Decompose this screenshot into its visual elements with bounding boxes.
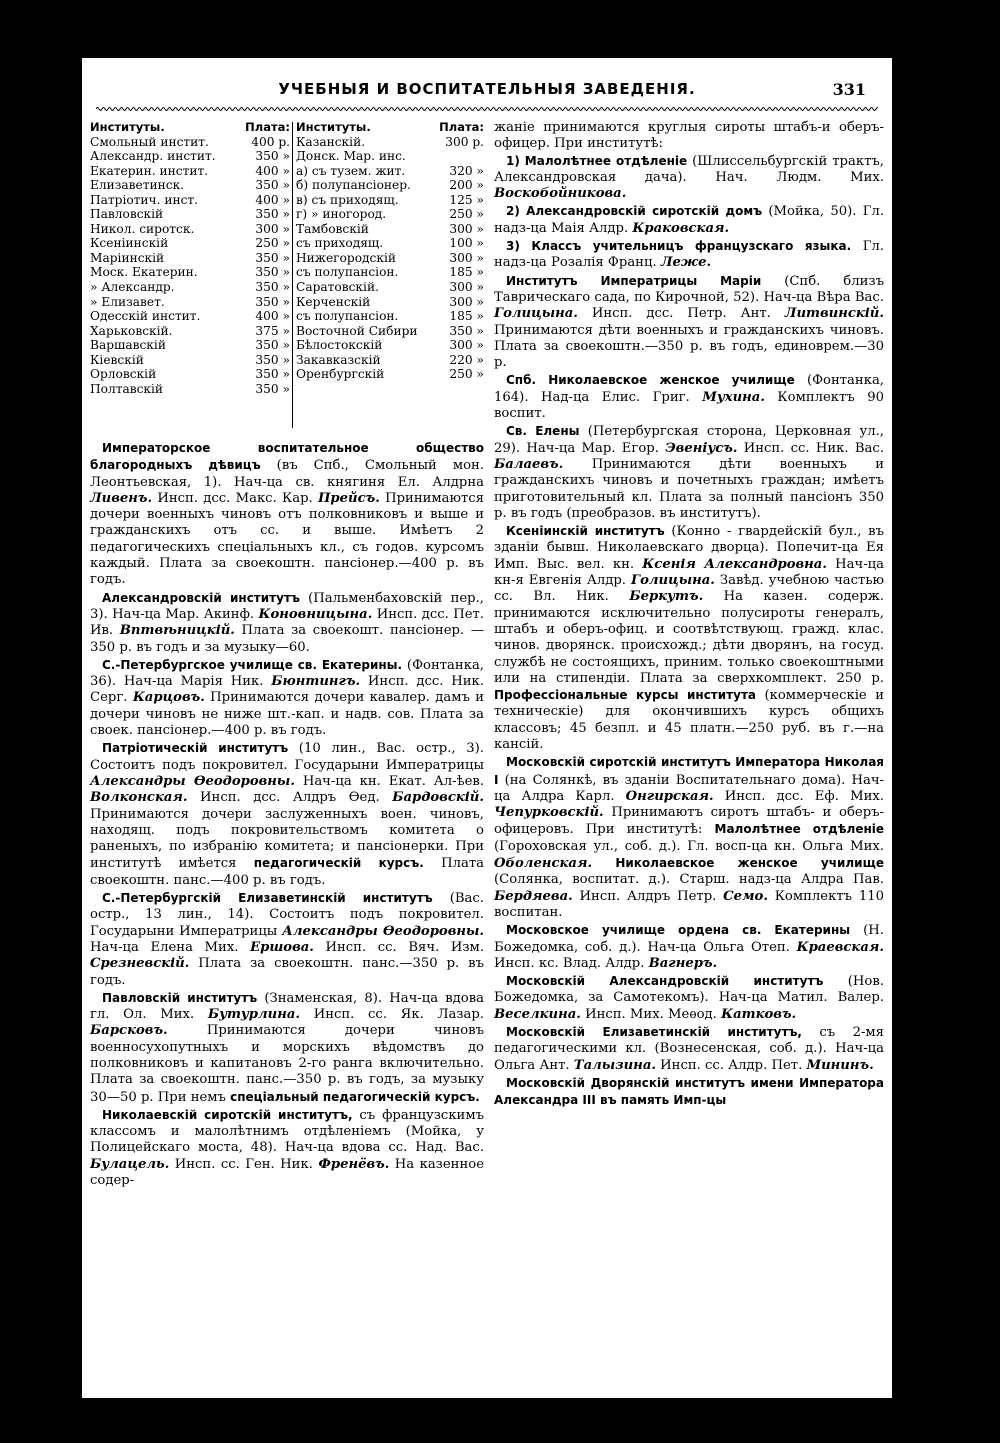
entry-moscow-orphan: Московскій сиротскій институтъ Императора Николая I (на Солянкѣ, въ зданіи Воспитательнаго дома). Нач-ца Алдра Карл. Онгирская. Инсп. дсс. Еф. Мих. Чепурковскій. Принимаютъ сиротъ штабъ- и оберъ-офицеровъ. При институтѣ: Малолѣтнее отдѣленіе (Гороховская ул., соб. д.). Гл. восп-ца кн. Ольга Мих. Оболенская. Николаевское женское училище (Солянка, воспитат. д.). Старш. надз-ца Алдра Пав. Бердяева. Инсп. Алдръ Петр. Семо. Комплектъ 110 воспитан. — [494, 755, 884, 920]
institute-fee: 350 » — [255, 250, 290, 265]
table-header-name: Институты. — [90, 120, 165, 134]
column-left — [90, 120, 484, 1190]
table-row — [90, 295, 290, 310]
institute-name: Варшавскій — [90, 338, 166, 353]
institute-fee: 350 » — [255, 149, 290, 164]
page-number: 331 — [832, 80, 866, 99]
table-header — [296, 120, 484, 135]
table-row — [296, 135, 484, 150]
institute-fee: 185 » — [449, 265, 484, 280]
entry-continuation: жаніе принимаются круглыя сироты штабъ-и оберъ-офицер. При институтѣ: — [494, 120, 884, 152]
page — [82, 58, 892, 1398]
institute-name: Керченскій — [296, 294, 371, 309]
entry-xenia: Ксеніинскій институтъ (Конно - гвардейскій бул., въ зданіи бывш. Николаевскаго дворца). Попечит-ца Ея Имп. Выс. вел. кн. Ксенія Александровна. Нач-ца кн-я Евгенія Алдр. Голицына. Завѣд. учебною частью сс. Вл. Ник. Беркутъ. На казен. содерж. принимаются исключительно полусироты генералъ, штабъ и оберъ-офиц. и соотвѣтствующ. гражд. клас. чинов. дворянск. происхожд.; дѣти дворянъ, на госуд. службѣ не состоящихъ, приним. только своекоштными или на стипендіи. Плата за сверхкомплект. 250 р. Профессіональные курсы института (коммерческіе и техническіе) для окончившихъ курсъ общихъ классовъ; 45 безпл. и 45 платн.—250 руб. въ г.—на кансій. — [494, 524, 885, 752]
institute-name: съ приходящ. — [296, 236, 384, 251]
institute-name: Бѣлостокскій — [296, 338, 383, 353]
page-title: УЧЕБНЫЯ И ВОСПИТАТЕЛЬНЫЯ ЗАВЕДЕНІЯ. — [278, 80, 696, 98]
institute-name: а) съ тузем. жит. — [296, 163, 406, 178]
institute-name: Тамбовскій — [296, 221, 369, 236]
entry-alexandrovsky-orphan-house: 2) Александровскій сиротскій домъ (Мойка, 50). Гл. надз-ца Маія Алдр. Краковская. — [494, 204, 884, 236]
table-row — [296, 251, 484, 266]
institute-fee: 320 » — [449, 163, 484, 178]
institute-fee: 350 » — [255, 294, 290, 309]
table-row — [296, 353, 484, 368]
institute-fee: 220 » — [449, 352, 484, 367]
entry-st-catherine: С.-Петербургское училище св. Екатерины. (Фонтанка, 36). Нач-ца Марія Ник. Бюнтингъ. Инсп. дсс. Ник. Серг. Карцовъ. Принимаются дочери кавалер. дамъ и дочери чиновъ не ниже шт.-кап. и надв. сов. Плата за своек. пансіонер.—400 р. въ годъ. — [90, 657, 484, 739]
institute-fee: 300 » — [449, 221, 484, 236]
table-row — [90, 324, 290, 339]
table-divider — [292, 122, 293, 428]
page-header — [82, 80, 892, 106]
institute-name: Екатерин. инстит. — [90, 163, 209, 178]
table-row — [90, 367, 290, 382]
institute-name: Донск. Мар. инс. — [296, 149, 406, 164]
institute-name: Патріотич. инст. — [90, 192, 199, 207]
entry-moscow-elizabethan: Московскій Елизаветинскій институтъ, съ 2-мя педагогическими кл. (Вознесенская, соб. д.). Нач-ца Ольга Ант. Талызина. Инсп. сс. Алдр. Пет. Мининъ. — [494, 1025, 884, 1073]
institute-name: съ полупансіон. — [296, 309, 399, 324]
institute-name: Елизаветинск. — [90, 178, 185, 193]
table-row — [90, 338, 290, 353]
institute-name: съ полупансіон. — [296, 265, 399, 280]
institute-fee: 300 » — [449, 338, 484, 353]
table-row — [90, 251, 290, 266]
entry-moscow-alexandrovsky: Московскій Александровскій институтъ (Нов. Божедомка, за Самотекомъ). Нач-ца Матил. Валер. Веселкина. Инсп. Мих. Меѳод. Катковъ. — [494, 974, 884, 1022]
table-row — [90, 265, 290, 280]
table-row — [90, 207, 290, 222]
table-row — [296, 280, 484, 295]
institute-name: в) съ приходящ. — [296, 192, 399, 207]
institute-fee: 350 » — [255, 280, 290, 295]
table-row — [296, 295, 484, 310]
institute-name: Моск. Екатерин. — [90, 265, 198, 280]
table-row — [296, 193, 484, 208]
institute-fee: 375 » — [255, 323, 290, 338]
institute-fee: 400 » — [255, 192, 290, 207]
institute-fee: 350 » — [449, 323, 484, 338]
table-row — [90, 135, 290, 150]
institute-name: Казанскій. — [296, 134, 366, 149]
table-row — [90, 164, 290, 179]
institute-name: Александр. инстит. — [90, 149, 216, 164]
institute-fee: 350 » — [255, 352, 290, 367]
fee-table-right — [296, 120, 484, 382]
table-row — [296, 367, 484, 382]
institute-name: Закавказскій — [296, 352, 381, 367]
institute-fee: 300 » — [449, 250, 484, 265]
table-header-fee: Плата: — [245, 120, 290, 134]
institute-name: » Елизавет. — [90, 294, 165, 309]
table-row — [90, 149, 290, 164]
entry-alexandrovsky: Александровскій институтъ (Пальменбаховскій пер., 3). Нач-ца Мар. Акинф. Коновницына. Инсп. дсс. Пет. Ив. Вптвѣницкій. Плата за своекошт. пансіонер. — 350 р. въ годъ и за музыку—60. — [90, 590, 485, 655]
institute-name: Маріинскій — [90, 250, 165, 265]
institute-name: » Александр. — [90, 280, 175, 295]
institute-fee: 250 » — [449, 367, 484, 382]
institute-name: Нижегородскій — [296, 250, 397, 265]
fee-tables — [90, 120, 484, 440]
entry-elizabethan: С.-Петербургскій Елизаветинскій институтъ (Вас. остр., 13 лин., 14). Состоитъ подъ покровител. Государыни Императрицы Александры Ѳеодоровны. Нач-ца Елена Мих. Ершова. Инсп. сс. Вяч. Изм. Срезневскій. Плата за своекоштн. панс.—350 р. въ годъ. — [90, 891, 485, 988]
table-row — [296, 324, 484, 339]
table-row — [296, 338, 484, 353]
institute-name: Саратовскій. — [296, 280, 379, 295]
institute-fee: 350 » — [255, 178, 290, 193]
institute-fee: 125 » — [449, 192, 484, 207]
institute-name: Оренбургскій — [296, 367, 385, 382]
fee-table-left — [90, 120, 290, 396]
institute-name: Восточной Сибири — [296, 323, 418, 338]
entry-moscow-nobility: Московскій Дворянскій институтъ имени Императора Александра III въ память Имп-цы — [494, 1075, 884, 1108]
table-row — [90, 236, 290, 251]
institute-fee: 250 » — [255, 236, 290, 251]
entry-juvenile-dept: 1) Малолѣтнее отдѣленіе (Шлиссельбургскій трактъ, Александровская дача). Нач. Людм. Мих. Воскобойникова. — [494, 153, 884, 202]
table-row — [296, 164, 484, 179]
institute-name: Кіевскій — [90, 352, 144, 367]
institute-name: Павловскій — [90, 207, 164, 222]
institute-fee: 350 » — [255, 207, 290, 222]
institute-fee: 350 » — [255, 367, 290, 382]
table-row — [90, 382, 290, 397]
institute-fee: 350 » — [255, 265, 290, 280]
entry-moscow-st-catherine: Московское училище ордена св. Екатерины (Н. Божедомка, соб. д.). Нач-ца Ольга Отеп. Краевская. Инсп. кс. Влад. Алдр. Вагнеръ. — [494, 923, 884, 971]
institute-name: Никол. сиротск. — [90, 221, 195, 236]
table-row — [90, 193, 290, 208]
table-row — [90, 222, 290, 237]
institute-fee: 300 р. — [445, 134, 484, 149]
entry-nicholas-orphan: Николаевскій сиротскій институтъ, съ французскимъ классомъ и малолѣтнимъ отдѣленіемъ (Мойка, у Полицейскаго моста, 48). Нач-ца вдова сс. Над. Вас. Булацель. Инсп. сс. Ген. Ник. Френёвъ. На казенное содер- — [90, 1107, 484, 1189]
institute-fee: 100 » — [449, 236, 484, 251]
wavy-rule — [96, 106, 878, 112]
entry-empress-maria: Институтъ Императрицы Маріи (Спб. близъ Таврическаго сада, по Кирочной, 52). Нач-ца Вѣра Вас. Голицына. Инсп. дсс. Петр. Ант. Литвинскій. Принимаются дѣти военныхъ и гражданскихъ чиновъ. Плата за своекоштн.—350 р. въ годъ, единоврем.—30 р. — [494, 273, 884, 371]
entry-nicholas-womens-school: Спб. Николаевское женское училище (Фонтанка, 164). Над-ца Елис. Григ. Мухина. Комплектъ 90 воспит. — [494, 373, 885, 422]
institute-name: б) полупансіонер. — [296, 178, 411, 193]
institute-fee: 250 » — [449, 207, 484, 222]
column-right — [494, 120, 884, 1111]
table-row — [296, 265, 484, 280]
wavy-line — [96, 108, 878, 111]
entry-st-helen: Св. Елены (Петербургская сторона, Церковная ул., 29). Нач-ца Мар. Егор. Эвенiусъ. Инсп. сс. Ник. Вас. Балаевъ. Принимаются дѣти военныхъ и гражданскихъ чиновъ и почетныхъ граждан; имѣетъ приготовительный кл. Плата за полный пансіонъ 350 р. въ годъ (преобразов. въ институтъ). — [494, 424, 885, 521]
table-header-name: Институты. — [296, 120, 371, 134]
institute-fee: 300 » — [255, 221, 290, 236]
institute-fee: 200 » — [449, 178, 484, 193]
institute-name: Орловскій — [90, 367, 157, 382]
institute-name: Ксеніинскій — [90, 236, 169, 251]
institute-name: Смольный инстит. — [90, 134, 209, 149]
table-header-fee: Плата: — [439, 120, 484, 134]
table-row — [296, 236, 484, 251]
institute-name: Харьковскій. — [90, 323, 173, 338]
entry-patriotic: Патріотическій институтъ (10 лин., Вас. остр., 3). Состоитъ подъ покровител. Государыни Императрицы Александры Ѳеодоровны. Нач-ца кн. Екат. Ал-ѣев. Волконская. Инсп. дсс. Алдръ Ѳед. Бардовскій. Принимаются дочери заслуженныхъ воен. чиновъ, находящ. подъ покровительствомъ комитета о раненыхъ, по избранію комитета; и пансіонерки. При институтѣ имѣется педагогическій курсъ. Плата своекоштн. панс.—400 р. въ годъ. — [90, 741, 485, 888]
table-header — [90, 120, 290, 135]
institute-fee: 350 » — [255, 381, 290, 396]
institute-fee: 185 » — [449, 309, 484, 324]
table-row — [90, 309, 290, 324]
institute-fee: 400 » — [255, 309, 290, 324]
institute-name: Полтавскій — [90, 381, 164, 396]
institute-name: г) » иногород. — [296, 207, 387, 222]
table-row — [90, 353, 290, 368]
institute-fee: 350 » — [255, 338, 290, 353]
table-row — [296, 222, 484, 237]
table-row — [296, 309, 484, 324]
institute-fee: 300 » — [449, 294, 484, 309]
table-row — [296, 178, 484, 193]
table-row — [90, 280, 290, 295]
institute-name: Одесскій инстит. — [90, 309, 201, 324]
table-row — [296, 207, 484, 222]
entry-pavlovsky: Павловскій институтъ (Знаменская, 8). Нач-ца вдова гл. Ол. Мих. Бутурлина. Инсп. сс. Як. Лазар. Барсковъ. Принимаются дочери чиновъ военносухопутныхъ и морскихъ вѣдомствъ до полковниковъ и капитановъ 2-го ранга включительно. Плата за своекоштн. панс.—350 р. въ годъ, за музыку 30—50 р. При немъ спеціальный педагогическій курсъ. — [90, 990, 485, 1105]
institute-fee: 300 » — [449, 280, 484, 295]
table-row — [296, 149, 484, 164]
institute-fee: 400 р. — [251, 134, 290, 149]
table-row — [90, 178, 290, 193]
institute-fee: 400 » — [255, 163, 290, 178]
entry-french-teachers-class: 3) Классъ учительницъ французскаго языка. Гл. надз-ца Розалія Франц. Леже. — [494, 239, 885, 271]
entry-smolny: Императорское воспитательное общество благородныхъ дѣвицъ (въ Спб., Смольный мон. Леонтьевская, 1). Нач-ца св. княгиня Ел. Алдрна Ливенъ. Инсп. дсс. Макс. Кар. Прейсъ. Принимаются дочери военныхъ чиновъ отъ полковниковъ и выше и гражданскихъ отъ сс. и выше. Имѣетъ 2 педагогическихъ спеціальныхъ кл., съ годов. курсомъ каждый. Плата за своекоштн. пансіонер.—400 р. въ годъ. — [90, 441, 485, 588]
